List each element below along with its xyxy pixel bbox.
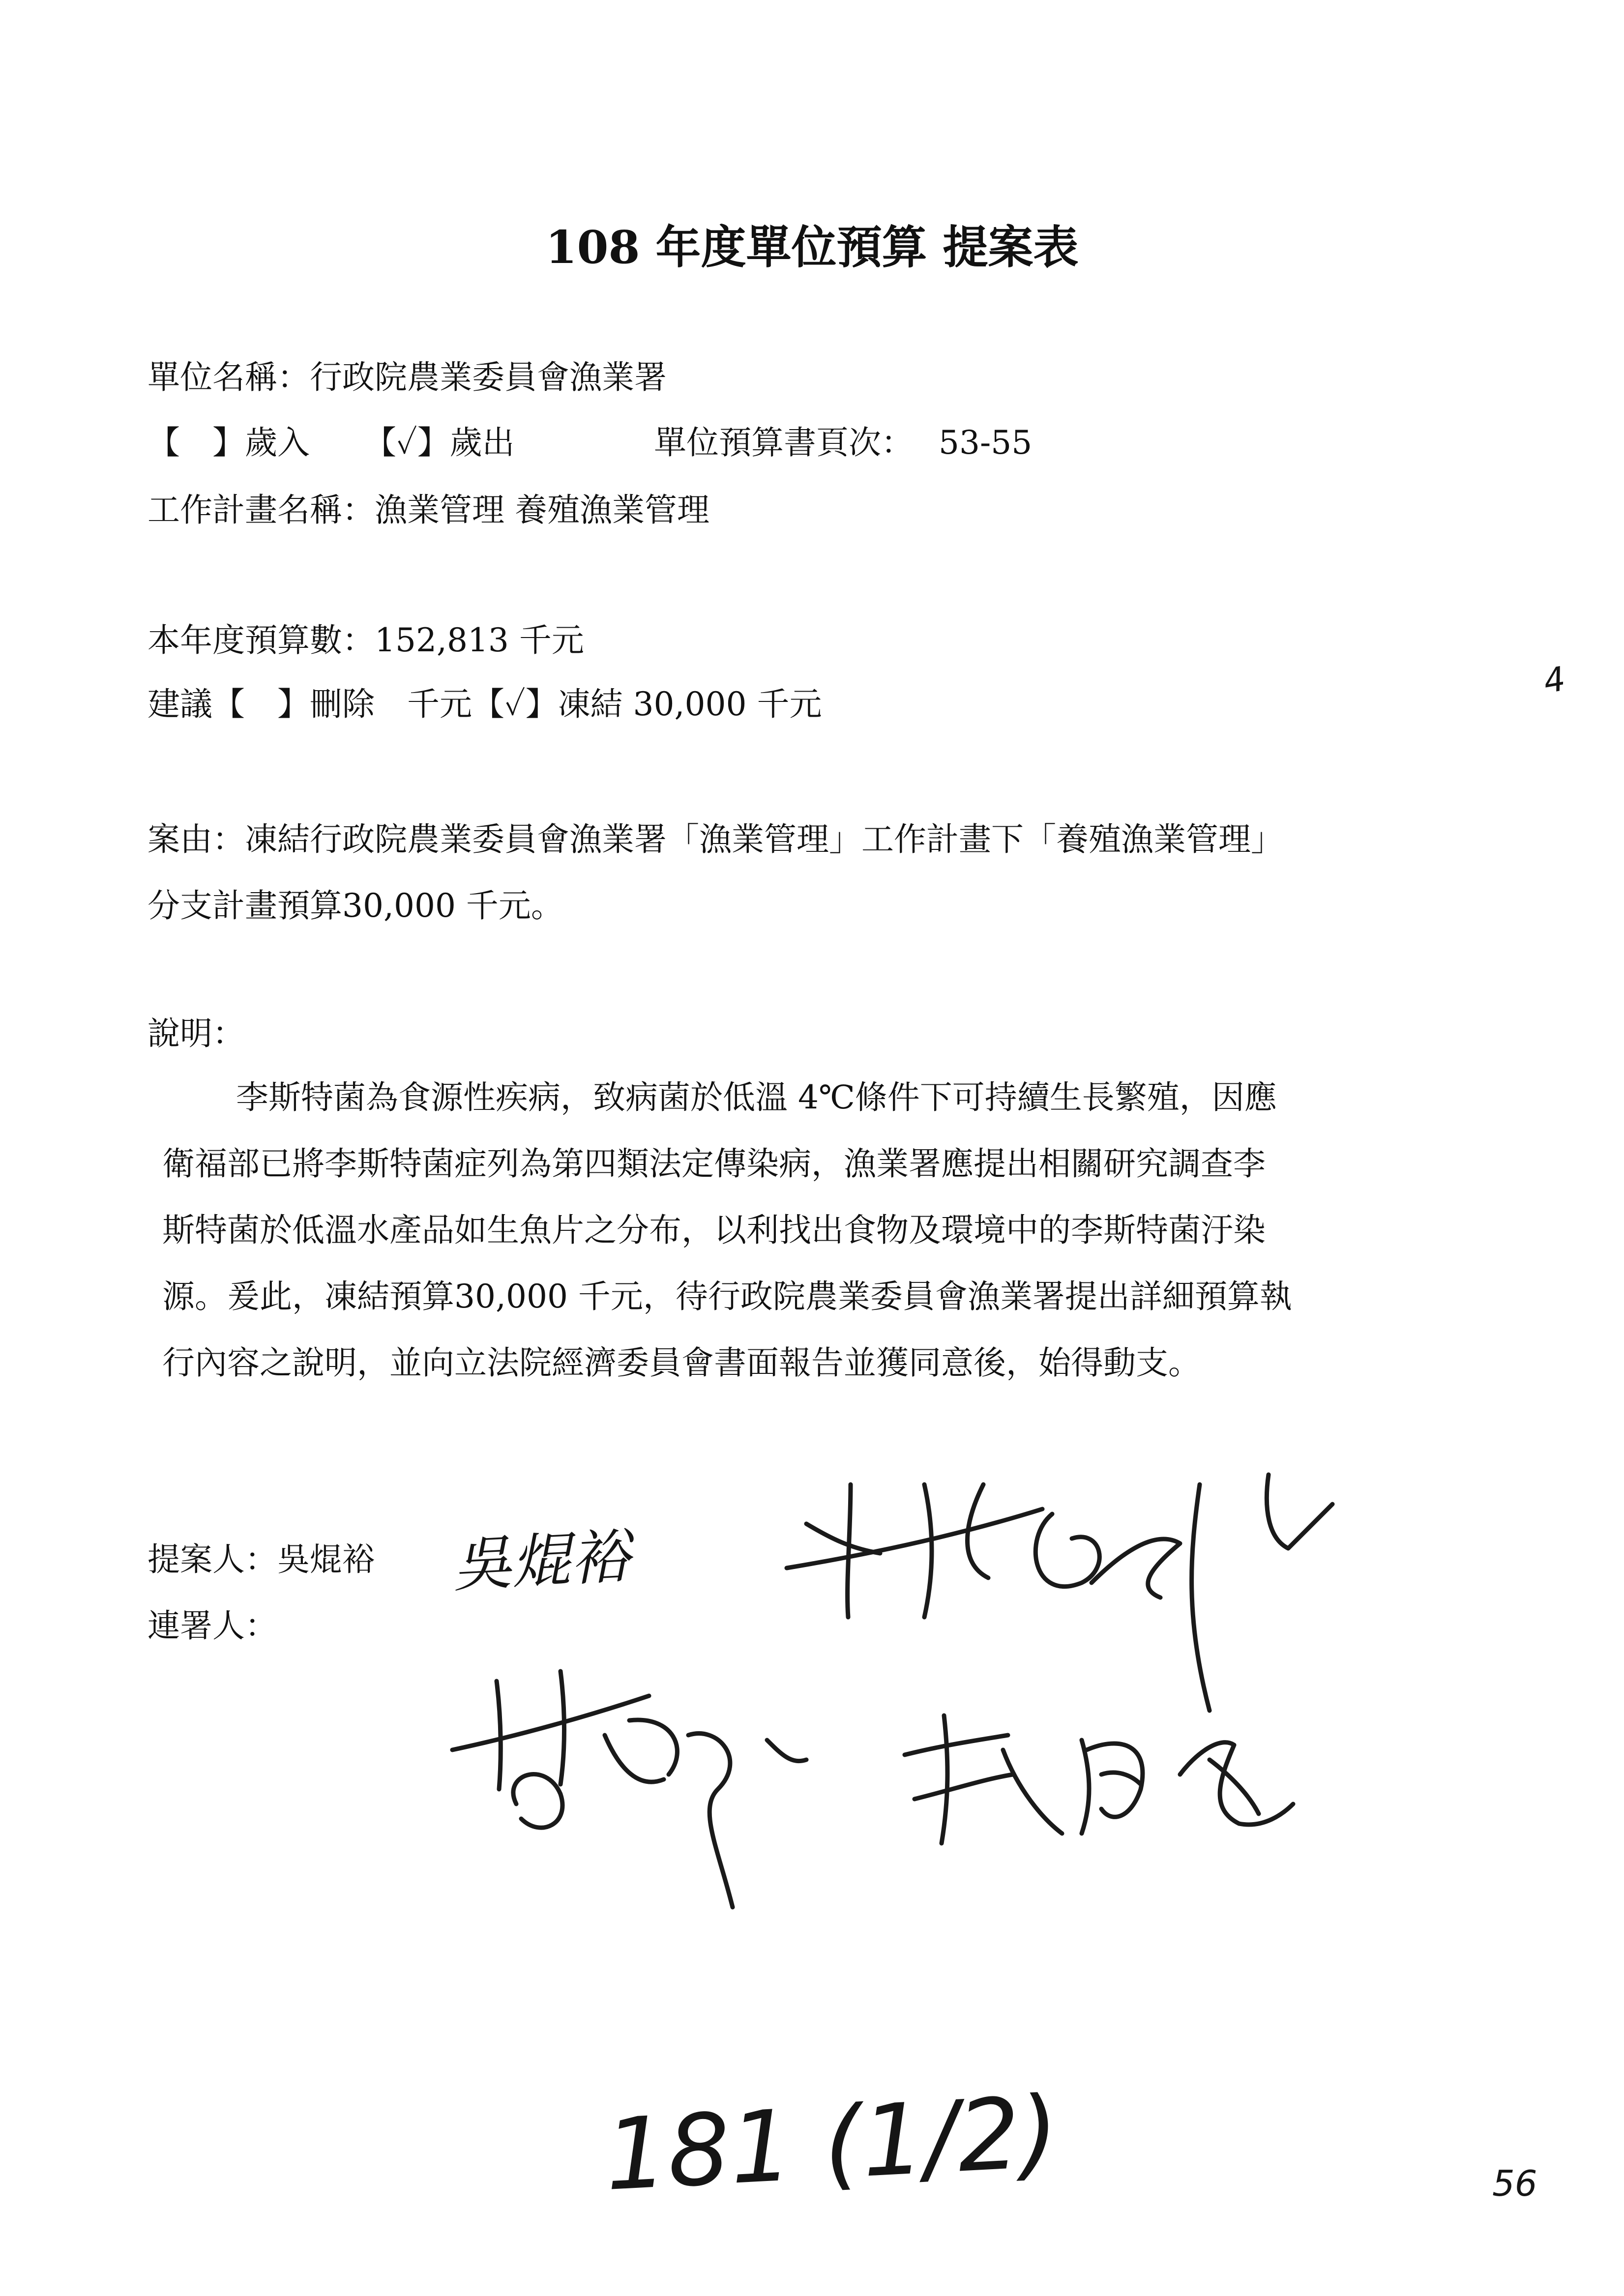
income-checkbox-row <box>148 424 310 462</box>
suggestion-row <box>148 685 822 723</box>
page-number: 56 <box>1492 2163 1537 2204</box>
budget-amount-row <box>148 621 584 659</box>
expense-checkbox: 【✓】 <box>364 424 450 462</box>
freeze-text: 凍結 30,000 千元 <box>558 685 822 723</box>
margin-note: 4 <box>1540 659 1568 702</box>
unit-name-value: 行政院農業委員會漁業署 <box>310 358 667 396</box>
reason-line-2: 分支計畫預算30,000 千元。 <box>148 887 563 925</box>
budget-amount-label: 本年度預算數： <box>148 621 375 659</box>
unit-name-label: 單位名稱： <box>148 358 310 396</box>
reason-line-1: 案由：凍結行政院農業委員會漁業署「漁業管理」工作計畫下「養殖漁業管理」 <box>148 820 1283 858</box>
explanation-line-4: 源。爰此，凍結預算30,000 千元，待行政院農業委員會漁業署提出詳細預算執 <box>162 1278 1292 1315</box>
expense-label: 歲出 <box>449 424 515 462</box>
unit-name-row <box>148 358 667 396</box>
explanation-line-1: 李斯特菌為食源性疾病，致病菌於低溫 4℃條件下可持續生長繁殖，因應 <box>236 1078 1277 1116</box>
income-checkbox: 【 】 <box>148 424 245 462</box>
cosigner-signature <box>443 1661 816 1917</box>
proposer-signature: 吳焜裕 <box>451 1522 631 1600</box>
explanation-line-5: 行內容之說明，並向立法院經濟委員會書面報告並獲同意後，始得動支。 <box>162 1344 1201 1382</box>
delete-checkbox: 【 】 <box>212 685 310 723</box>
plan-name-row <box>148 491 709 529</box>
explanation-label: 說明： <box>148 1015 245 1052</box>
cosigner-signature <box>895 1701 1298 1858</box>
budget-page-label: 單位預算書頁次： <box>654 424 914 462</box>
explanation-line-2: 衛福部已將李斯特菌症列為第四類法定傳染病，漁業署應提出相關研究調查李 <box>162 1145 1266 1183</box>
explanation-line-3: 斯特菌於低溫水產品如生魚片之分布，以利找出食物及環境中的李斯特菌汙染 <box>162 1211 1266 1249</box>
cosigner-signature <box>777 1455 1342 1730</box>
proposer-name: 吳焜裕 <box>277 1540 375 1578</box>
plan-name-value: 漁業管理 養殖漁業管理 <box>375 491 709 529</box>
freeze-checkbox: 【✓】 <box>472 685 558 723</box>
income-label: 歲入 <box>245 424 310 462</box>
handwritten-number: 181 (1/2) <box>602 2075 1062 2213</box>
proposer-row <box>148 1540 375 1578</box>
page-title: 108 年度單位預算 提案表 <box>545 221 1079 274</box>
delete-text: 刪除 千元 <box>310 685 472 723</box>
proposer-label: 提案人： <box>148 1540 277 1578</box>
plan-name-label: 工作計畫名稱： <box>148 491 375 529</box>
suggestion-label: 建議 <box>148 685 212 723</box>
budget-amount-value: 152,813 千元 <box>375 621 584 659</box>
expense-checkbox-row <box>364 424 515 462</box>
budget-page-row <box>654 424 1033 462</box>
budget-page-value: 53-55 <box>938 424 1033 462</box>
cosigner-label: 連署人： <box>148 1607 277 1645</box>
